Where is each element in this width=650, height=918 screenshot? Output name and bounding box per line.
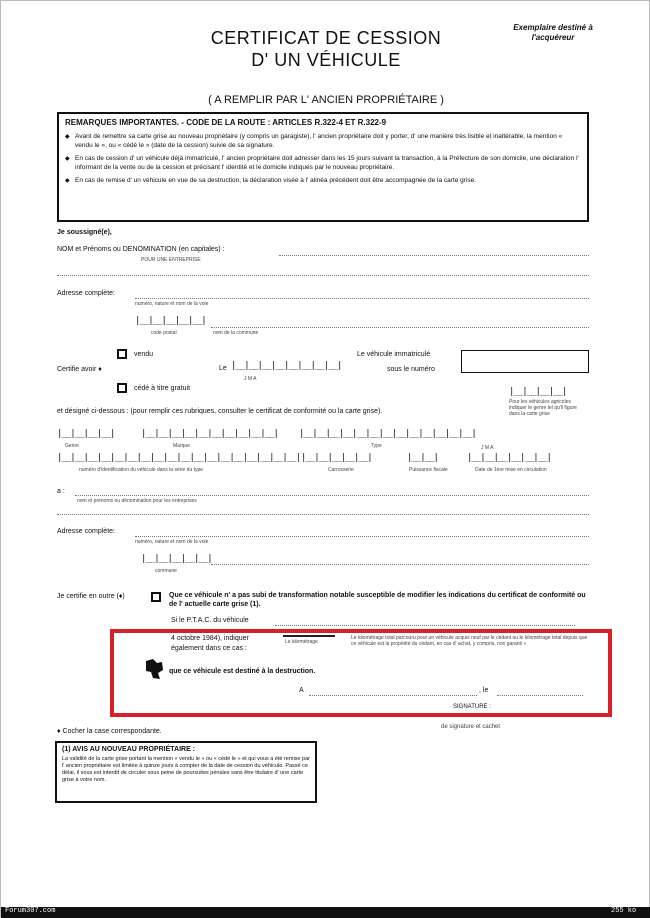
marque-comb[interactable]: |__|__|__|__|__|__|__|__|__|__| [141, 429, 278, 439]
puissance-fiscale-comb[interactable]: |__|__| [407, 453, 438, 463]
je-soussigne-label: Je soussigné(e), [57, 229, 112, 236]
ptac-line3: également dans ce cas : [171, 645, 247, 652]
ptac-field[interactable] [275, 625, 575, 626]
date-mec-sublabel: Date de 1ère mise en circulation [475, 467, 547, 473]
designe-label: et désigné ci-dessous : (pour remplir ces rubriques, consulter le certificat de conformité ou la carte grise). [57, 408, 383, 415]
carrosserie-sublabel: Carrosserie [328, 467, 354, 473]
avis-heading: (1) AVIS AU NOUVEAU PROPRIÉTAIRE : [62, 746, 196, 753]
a-lieu-label: A [299, 687, 304, 694]
date-mec-headlabel: J M A [481, 445, 494, 451]
acquereur-field-line2[interactable] [57, 514, 589, 515]
genre-sublabel: Genre [65, 443, 79, 449]
adresse-sublabel: numéro, nature et nom de la voie [135, 301, 209, 307]
cede-checkbox[interactable] [117, 383, 127, 393]
commune2-sublabel: commune [155, 568, 177, 574]
lieu-field[interactable] [309, 695, 477, 696]
puissance-fiscale-sublabel: Puissance fiscale [409, 467, 448, 473]
carrosserie-comb[interactable]: |__|__|__|__|__| [301, 453, 372, 463]
type-comb[interactable]: |__|__|__|__|__|__|__|__|__|__|__|__|__| [299, 429, 476, 439]
commune-sublabel: nom de la commune [213, 330, 259, 336]
adresse2-sublabel: numéro, nature et nom de la voie [135, 539, 209, 545]
le-label: Le [219, 365, 227, 372]
date-cession-sublabel: J M A [244, 376, 257, 382]
avis-text: La validité de la carte grise portant la mention « vendu le » ou « cédé le » et qui vous a été remise par l' ancien propriétaire est limitée à quinze jours à compter de la date de cession du véhicule. Passé ce délai, il vous est interdit de circuler sous peine de poursuites pénales sans être titulaire d' une carte grise à votre nom. [62, 756, 310, 783]
transformation-text: Que ce véhicule n' a pas subi de transformation notable susceptible de modifier les indications du certificat de conformité ou de l' actuelle carte grise (1). [169, 592, 586, 608]
nom-label: NOM et Prénoms ou DENOMINATION (en capitales) : [57, 246, 225, 253]
transformation-checkbox[interactable] [151, 592, 161, 602]
type-sublabel: Type [371, 443, 382, 449]
title-line-1: CERTIFICAT DE CESSION [210, 28, 442, 48]
vendu-label: vendu [134, 351, 154, 358]
ptac-label: Si le P.T.A.C. du véhicule [171, 617, 249, 624]
date-mec-comb[interactable]: |__|__|__|__|__|__| [467, 453, 551, 463]
adresse-label: Adresse complète: [57, 290, 115, 297]
le-date-label: , le [479, 687, 489, 694]
kilometrage-underline [283, 635, 335, 637]
date-signature-field[interactable] [497, 695, 583, 696]
remarks-box [57, 112, 589, 222]
footer-size-label: 255 ko [611, 907, 637, 915]
code-postal-sublabel: code postal [151, 330, 177, 336]
immatriculation-number-box[interactable] [461, 350, 589, 373]
kilometrage-note: Le kilométrage total parcouru pour un véhicule acquis neuf par le cédant ou le kilométrage total depuis que ce véhicule est la propriété du cédant, en cas d' achat, y compris, non garanti » [351, 635, 588, 647]
immatricule-label: Le véhicule immatriculé [357, 351, 431, 358]
code-postal2-comb[interactable]: |__|__|__|__|__| [141, 554, 212, 564]
a-label: a : [57, 488, 65, 495]
adresse2-label: Adresse complète: [57, 528, 115, 535]
avis-box [55, 741, 317, 803]
genre-agricole-note: Pour les véhicules agricoles indiquer le genre tel qu'il figure dans la carte grise [509, 399, 577, 417]
cachet-sublabel: de signature et cachet [441, 724, 501, 730]
vendu-checkbox[interactable] [117, 349, 127, 359]
commune-field[interactable] [211, 327, 589, 328]
remark-item: ◆ En cas de remise d' un véhicule en vue de sa destruction, la déclaration visée à l' alinéa précédent doit être accompagnée de la carte grise. [65, 177, 581, 186]
destruction-checkbox-mark-icon[interactable] [144, 658, 164, 680]
adresse-field[interactable] [135, 298, 589, 299]
remarks-list [65, 133, 581, 186]
acquereur-sublabel: nom et prénoms ou dénomination pour les entreprises [77, 498, 197, 504]
footer-bar [1, 907, 650, 918]
signature-label: SIGNATURE : [453, 704, 491, 710]
title-line-2: D' UN VÉHICULE [251, 50, 401, 70]
destruction-text: que ce véhicule est destiné à la destruction. [169, 668, 316, 675]
footer-site-label: Forum307.com [5, 907, 56, 915]
remark-item: ◆ Avant de remettre sa carte grise au nouveau propriétaire (y compris un garagiste), l' ancien propriétaire doit y porter, d' une manière très lisible et inaltérable, la mention « vendu le », ou « cédé le » (date de la cession) suivie de sa signature. [65, 133, 581, 150]
cede-label: cédé à titre gratuit [134, 385, 191, 392]
genre-comb[interactable]: |__|__|__|__| [57, 429, 115, 439]
nom-sublabel: POUR UNE ENTREPRISE [141, 257, 201, 263]
kilometrage-sublabel: Le kilométrage [285, 639, 318, 645]
nom-field-line2[interactable] [57, 275, 589, 276]
certifie-outre-label: Je certifie en outre (♦) [57, 593, 125, 600]
puissance-comb[interactable]: |__|__|__|__| [509, 387, 567, 397]
commune2-field[interactable] [211, 564, 589, 565]
serie-sublabel: numéro d'identification du véhicule dans la série du type [79, 467, 204, 473]
nom-field[interactable] [279, 255, 589, 256]
marque-sublabel: Marque [173, 443, 190, 449]
cocher-note: ♦ Cocher la case correspondante. [57, 728, 162, 735]
serie-comb[interactable]: |__|__|__|__|__|__|__|__|__|__|__|__|__|__|__|__|__|__| [57, 453, 301, 463]
numero-label: sous le numéro [387, 366, 435, 373]
acquereur-field[interactable] [75, 495, 589, 496]
ptac-line2: 4 octobre 1984), indiquer [171, 635, 249, 642]
code-postal-comb[interactable]: |__|__|__|__|__| [135, 316, 206, 326]
date-cession-comb[interactable]: |__|__|__|__|__|__|__|__| [231, 361, 342, 371]
remark-item: ◆ En cas de cession d' un véhicule déjà immatriculé, l' ancien propriétaire doit adresser dans les 15 jours suivant la transaction, à la Préfecture de son domicile, une déclaration l' informant de la vente ou de la cession et précisant l' identité et le domicile indiqués par le nouveau propriétaire. [65, 155, 581, 172]
certifie-label: Certifie avoir ♦ [57, 366, 102, 373]
remarks-heading: REMARQUES IMPORTANTES. - CODE DE LA ROUTE : ARTICLES R.322-4 ET R.322-9 [65, 118, 387, 127]
adresse2-field[interactable] [135, 536, 589, 537]
document-subtitle: ( A REMPLIR PAR L' ANCIEN PROPRIÉTAIRE ) [208, 94, 444, 106]
copy-note: Exemplaire destiné à l'acquéreur [513, 23, 593, 42]
